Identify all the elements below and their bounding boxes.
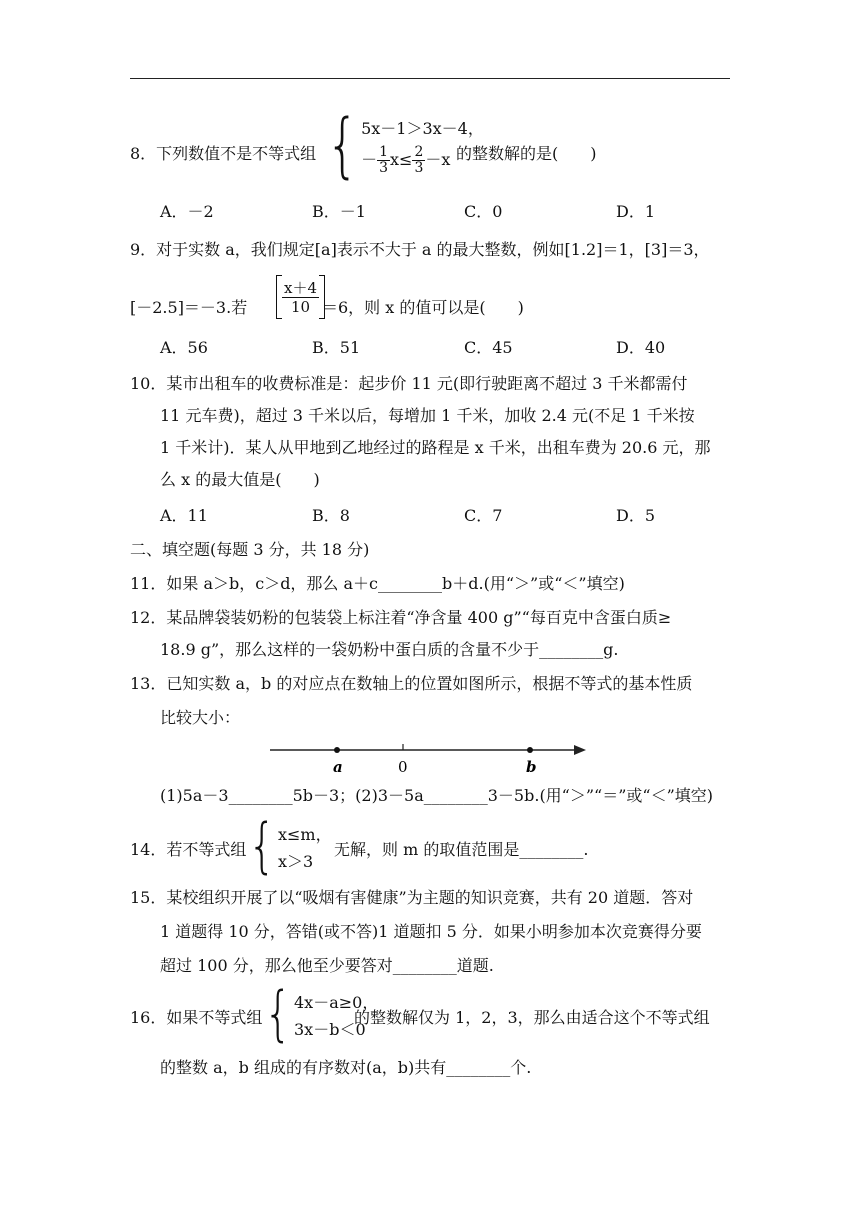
q9-frac-num: x＋4 (284, 278, 318, 297)
label-a: a (333, 758, 343, 776)
brace-icon: { (248, 811, 276, 881)
q10-line4: 么 x 的最大值是( ) (160, 470, 320, 489)
q9-option-d: D．40 (616, 338, 666, 357)
q11-text: 11．如果 a＞b，c＞d，那么 a＋c (130, 574, 379, 593)
q15-line1: 15．某校组织开展了以“吸烟有害健康”为主题的知识竞赛，共有 20 道题．答对 (130, 888, 694, 907)
q10-line1: 10．某市出租车的收费标准是：起步价 11 元(即行驶距离不超过 3 千米都需付 (130, 374, 688, 393)
q11-blank: ________ (378, 574, 443, 593)
q8-option-c: C．0 (464, 202, 503, 221)
q16-post: 的整数解仅为 1，2，3，那么由适合这个不等式组 (354, 1008, 710, 1027)
q8-frac1-num: 1 (379, 144, 389, 160)
q16-blank: ________ (446, 1058, 511, 1077)
q14-eq2: x＞3 (278, 852, 314, 871)
label-zero: 0 (398, 758, 408, 776)
brace-icon: { (326, 105, 360, 187)
q16-pre: 16．如果不等式组 (130, 1008, 263, 1027)
q11 (130, 574, 625, 594)
q10-option-b: B．8 (312, 506, 350, 525)
q10-line3: 1 千米计)．某人从甲地到乙地经过的路程是 x 千米，出租车费为 20.6 元，那 (160, 438, 711, 457)
q8-eq2-post: －x (425, 150, 451, 169)
q8-frac1-den: 3 (379, 160, 389, 176)
q13-line3-post: 3－5b.(用“＞”“＝”或“＜”填空) (487, 786, 714, 805)
q12-line1: 12．某品牌袋装奶粉的包装袋上标注着“净含量 400 g”“每百克中含蛋白质≥ (130, 608, 672, 627)
q13-line3-mid: 5b－3；(2)3－5a (292, 786, 424, 805)
q8-option-a: A．－2 (160, 202, 214, 221)
q9-option-b: B．51 (312, 338, 361, 357)
q15-line2: 1 道题得 10 分，答错(或不答)1 道题扣 5 分．如果小明参加本次竞赛得分要 (160, 922, 702, 941)
q15-line3-pre: 超过 100 分，那么他至少要答对 (160, 956, 393, 975)
q10-option-a: A．11 (160, 506, 208, 525)
q8-stem-prefix: 8．下列数值不是不等式组 (130, 144, 317, 163)
q13-line2: 比较大小： (160, 708, 241, 727)
q9-line2-post: ＝6，则 x 的值可以是( ) (322, 298, 524, 317)
q8-frac1 (377, 145, 390, 176)
q16-line2 (160, 1058, 531, 1078)
q9-option-c: C．45 (464, 338, 513, 357)
label-b: b (526, 758, 537, 776)
q9-option-a: A．56 (160, 338, 208, 357)
q12-line2 (160, 640, 618, 660)
q9-floor-expression (276, 275, 325, 319)
q14-pre: 14．若不等式组 (130, 840, 247, 859)
q14-end: . (583, 840, 589, 859)
q14-system (248, 811, 332, 881)
number-line-figure (270, 740, 600, 780)
q8-frac2-den: 3 (414, 160, 424, 176)
q8-eq2-pre: － (361, 150, 378, 169)
q8-eq2-mid: x≤ (390, 150, 413, 169)
q13-blank2: ________ (423, 786, 488, 805)
q12-blank: ________ (539, 640, 604, 659)
q16-eq1: 4x－a≥0， (294, 993, 379, 1012)
q8-option-b: B．－1 (312, 202, 366, 221)
q15-line3-post: 道题. (456, 956, 494, 975)
q8-eq1: 5x－1＞3x－4， (361, 119, 484, 138)
brace-icon: { (264, 979, 292, 1049)
q14-post (334, 840, 588, 860)
q15-line3 (160, 956, 494, 976)
q8-stem (130, 144, 316, 164)
point-b (527, 747, 533, 753)
q10-option-d: D．5 (616, 506, 656, 525)
q8-frac2 (412, 145, 425, 176)
q12-line2-post: g. (603, 640, 619, 659)
q13-blank1: ________ (228, 786, 293, 805)
q9-frac (282, 279, 319, 316)
q8-frac2-num: 2 (414, 144, 424, 160)
point-a (334, 747, 340, 753)
q10-line2: 11 元车费)，超过 3 千米以后，每增加 1 千米，加收 2.4 元(不足 1 千米按 (160, 406, 695, 425)
q15-blank: ________ (392, 956, 457, 975)
q12-line2-pre: 18.9 g”，那么这样的一袋奶粉中蛋白质的含量不少于 (160, 640, 540, 659)
q14-eq1: x≤m， (278, 825, 332, 844)
q9-line2-pre: [－2.5]＝－3.若 (130, 298, 248, 317)
q16-line2-pre: 的整数 a，b 组成的有序数对(a，b)共有 (160, 1058, 447, 1077)
q9-line1: 9．对于实数 a，我们规定[a]表示不大于 a 的最大整数，例如[1.2]＝1，[3]＝3， (130, 240, 710, 259)
section-2-heading: 二、填空题(每题 3 分，共 18 分) (130, 540, 370, 559)
q8-option-d: D．1 (616, 202, 656, 221)
q13-line1: 13．已知实数 a，b 的对应点在数轴上的位置如图所示，根据不等式的基本性质 (130, 674, 693, 693)
q14-post-text: 无解，则 m 的取值范围是 (334, 840, 520, 859)
q14-blank: ________ (519, 840, 584, 859)
q11-post: b＋d.(用“＞”或“＜”填空) (442, 574, 625, 593)
arrow-right-icon (574, 745, 586, 755)
header-rule (130, 78, 730, 79)
q16-line2-post: 个. (510, 1058, 532, 1077)
q10-option-c: C．7 (464, 506, 503, 525)
q8-stem-suffix: 的整数解的是( ) (456, 144, 597, 163)
q13-line3-pre: (1)5a－3 (160, 786, 229, 805)
q9-frac-den: 10 (290, 297, 311, 316)
q16-eq2: 3x－b＜0 (294, 1020, 366, 1039)
q13-line3 (160, 786, 713, 806)
